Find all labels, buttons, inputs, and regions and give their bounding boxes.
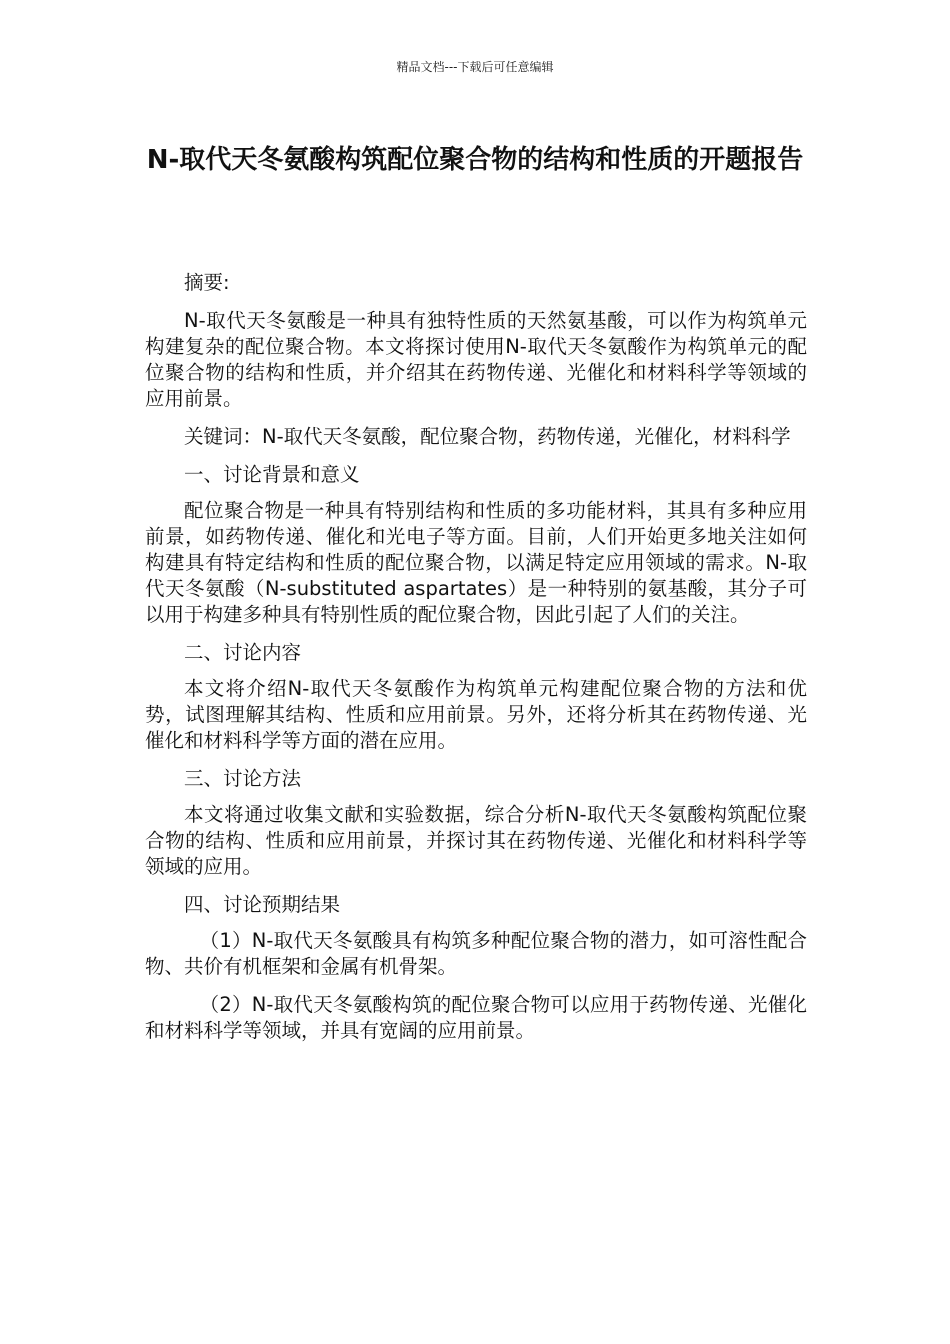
document-title: N-取代天冬氨酸构筑配位聚合物的结构和性质的开题报告 xyxy=(146,145,804,175)
abstract-label: 摘要: xyxy=(184,271,230,294)
section-heading: 一、讨论背景和意义 xyxy=(184,463,360,486)
section-heading: 三、讨论方法 xyxy=(184,767,302,790)
result-item: （2）N-取代天冬氨酸构筑的配位聚合物可以应用于药物传递、光催化和材料科学等领域，并具有宽阔的应用前景。 xyxy=(145,993,807,1042)
section-body: 配位聚合物是一种具有特别结构和性质的多功能材料，其具有多种应用前景，如药物传递、催化和光电子等方面。目前，人们开始更多地关注如何构建具有特定结构和性质的配位聚合物，以满足特定应用领域的需求。N-取代天冬氨酸（N-substituted aspartates）是一种特别的氨基酸，其分子可以用于构建多种具有特别性质的配位聚合物，因此引起了人们的关注。 xyxy=(145,499,807,626)
section-body: 本文将通过收集文献和实验数据，综合分析N-取代天冬氨酸构筑配位聚合物的结构、性质和应用前景，并探讨其在药物传递、光催化和材料科学等领域的应用。 xyxy=(145,803,807,878)
keywords: 关键词：N-取代天冬氨酸，配位聚合物，药物传递，光催化，材料科学 xyxy=(184,425,791,448)
page-header-note: 精品文档---下载后可任意编辑 xyxy=(396,60,554,74)
section-heading: 二、讨论内容 xyxy=(184,641,302,664)
result-item: （1）N-取代天冬氨酸具有构筑多种配位聚合物的潜力，如可溶性配合物、共价有机框架和金属有机骨架。 xyxy=(145,929,807,978)
section-body: 本文将介绍N-取代天冬氨酸作为构筑单元构建配位聚合物的方法和优势，试图理解其结构、性质和应用前景。另外，还将分析其在药物传递、光催化和材料科学等方面的潜在应用。 xyxy=(145,677,807,752)
abstract-text: N-取代天冬氨酸是一种具有独特性质的天然氨基酸，可以作为构筑单元构建复杂的配位聚合物。本文将探讨使用N-取代天冬氨酸作为构筑单元的配位聚合物的结构和性质，并介绍其在药物传递、光催化和材料科学等领域的应用前景。 xyxy=(145,309,807,410)
document-body xyxy=(145,270,807,1056)
section-heading: 四、讨论预期结果 xyxy=(184,893,341,916)
